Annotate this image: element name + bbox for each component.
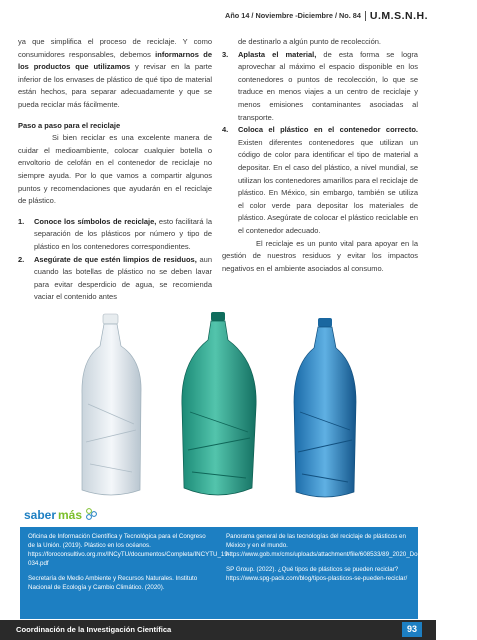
right-column bbox=[222, 36, 418, 275]
section-paragraph: Si bien reciclar es una excelente manera de cuidar el medioambiente, colocar cualquier botella o envoltorio de celofán en el contenedor de reciclaje no siempre ayuda. Por lo que vamos a compartir algunos puntos y recomendaciones que ayudarán en el reciclaje de plástico. bbox=[18, 133, 212, 206]
steps-list-right bbox=[222, 36, 418, 238]
step-title: Conoce los símbolos de reciclaje, bbox=[34, 216, 157, 226]
reference-item: Secretaría de Medio Ambiente y Recursos Naturales. Instituto Nacional de Ecología y Cambio Climático. (2020). bbox=[28, 574, 198, 591]
clear-bottle bbox=[82, 314, 141, 495]
step-title: Asegúrate de que estén limpios de residuos, bbox=[34, 254, 197, 264]
step-number: 3. bbox=[222, 49, 229, 59]
step-title: Aplasta el material, bbox=[238, 49, 317, 59]
step-continuation bbox=[222, 36, 418, 49]
intro-text-2: y revisar en la parte inferior de los envases de plástico de qué tipo de material están hechos, para separar adecuadamente y que se pueda reciclar más fácilmente. bbox=[18, 62, 212, 109]
step-title: Coloca el plástico en el contenedor correcto. bbox=[238, 125, 418, 135]
step-text: aun cuando las botellas de plástico no se deben lavar para evitar desperdicio de agua, se recomienda vaciar el contenido antes bbox=[34, 254, 212, 302]
intro-bold-text: informarnos de los productos que utilizamos bbox=[18, 49, 212, 72]
crushed-bottles-photo bbox=[0, 312, 436, 507]
footer-section-title: Coordinación de la Investigación Científica bbox=[16, 625, 172, 634]
continuation-text: de destinarlo a algún punto de recolección. bbox=[238, 37, 382, 46]
green-bottle bbox=[182, 312, 256, 495]
page-number: 93 bbox=[402, 622, 422, 637]
closing-paragraph: El reciclaje es un punto vital para apoyar en la gestión de nuestros residuos y evitar los impactos negativos en el ambiente asociados al consumo. bbox=[222, 238, 418, 273]
svg-text:más: más bbox=[58, 508, 83, 522]
step-item bbox=[18, 254, 212, 304]
step-item bbox=[18, 216, 212, 254]
references-left bbox=[28, 533, 230, 598]
section-title: Paso a paso para el reciclaje bbox=[18, 120, 121, 130]
step-number: 2. bbox=[18, 254, 25, 264]
university-name: U.M.S.N.H. bbox=[369, 10, 428, 22]
step-number: 1. bbox=[18, 216, 25, 226]
page-footer bbox=[0, 620, 436, 640]
step-item bbox=[222, 124, 418, 237]
step-item bbox=[222, 49, 418, 125]
left-column bbox=[18, 36, 212, 304]
references-box bbox=[20, 527, 477, 619]
svg-text:saber: saber bbox=[24, 508, 57, 522]
sabermas-logo bbox=[24, 506, 104, 524]
steps-list-left bbox=[18, 216, 212, 304]
step-text: esto facilitará la separación de los plásticos por número y tipo de plástico en los contenedores correspondientes. bbox=[34, 216, 212, 251]
page-header bbox=[225, 6, 428, 26]
issue-info: Año 14 / Noviembre -Diciembre / No. 84 bbox=[225, 11, 366, 21]
step-text: de esta forma se logra aprovechar al máximo el espacio disponible en los contenedores o puntos de recolección, lo que se traduce en menos viajes a un centro de reciclaje y menos emisiones contaminantes asociadas al transporte. bbox=[238, 49, 418, 122]
step-number: 4. bbox=[222, 125, 229, 135]
reference-item: SP Group. (2022). ¿Qué tipos de plásticos se pueden reciclar? https://www.spg-pack.com/blog/tipos-plasticos-se-pueden-reciclar/ bbox=[226, 565, 408, 582]
reference-item: Panorama general de las tecnologías del reciclaje de plásticos en México y en el mundo. https://www.gob.mx/cms/uploads/attachment/file/608533/89_2020_Documento_Plastico.pdf bbox=[226, 533, 477, 558]
intro-paragraph bbox=[18, 36, 212, 112]
reference-item: Oficina de Información Científica y Tecnológica para el Congreso de la Unión. (2019). Plástico en los océanos. https://foroconsultivo.org.mx/INCyTU/documentos/Completa/INCYTU_19-034.pdf bbox=[28, 533, 230, 567]
step-text: Existen diferentes contenedores que utilizan un código de color para identificar el tipo de material a depositar. En el caso del plástico, a nivel mundial, se utilizan los contenedores amarillos para el reciclaje de plástico. En México, sin embargo, también se utiliza el color verde para depositar los materiales de plástico. Asegúrate de colocar el plástico reciclable en el contenedor adecuado. bbox=[238, 137, 418, 235]
references-right bbox=[226, 533, 477, 590]
intro-text-1: ya que simplifica el proceso de reciclaje. Y como consumidores responsables, debemos bbox=[18, 37, 212, 59]
blue-bottle bbox=[294, 318, 356, 497]
